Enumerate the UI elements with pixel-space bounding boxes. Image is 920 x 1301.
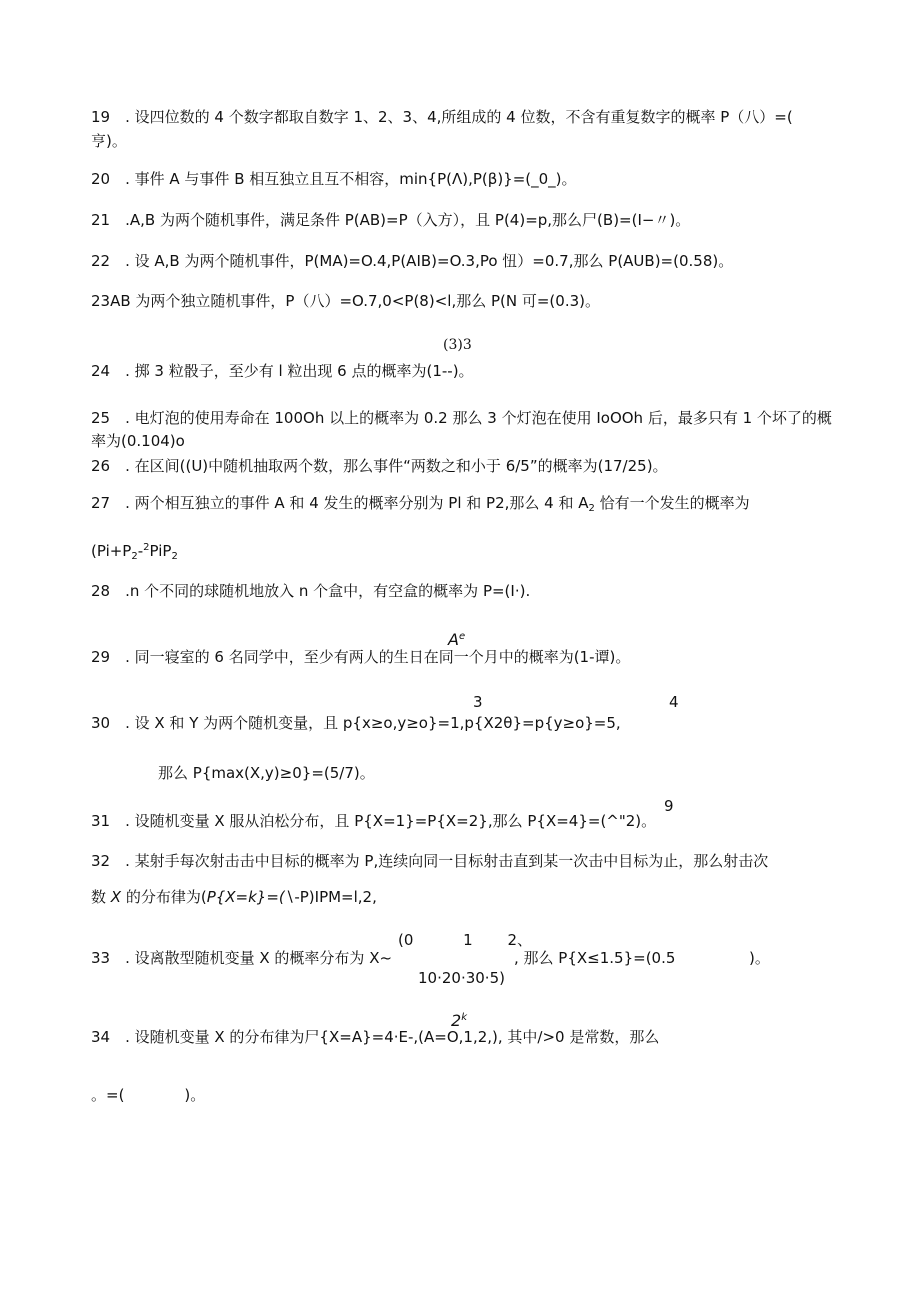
q19-line1: 19 . 设四位数的 4 个数字都取自数字 1、2、3、4,所组成的 4 位数，不含有重复数字的概率 P（八）=(: [91, 108, 793, 126]
q30-above-1: 3: [473, 693, 483, 711]
q32-l2e: ∖-P)IPM=l,2,: [284, 888, 377, 906]
q22: 22 . 设 A,B 为两个随机事件，P(MA)=O.4,P(AIB)=O.3,Po 忸）=0.7,那么 P(AUB)=(0.58)。: [91, 252, 734, 270]
q27-sub: 2: [588, 503, 595, 514]
q27: [91, 493, 750, 519]
q34-above-base: 2: [451, 1011, 462, 1030]
q31: 31 . 设随机变量 X 服从泊松分布，且 P{X=1}=P{X=2},那么 P{X=4}=(^"2)。: [91, 812, 657, 830]
q21: 21 .A,B 为两个随机事件，满足条件 P(AB)=P（入方），且 P(4)=p,那么尸(B)=(I−〃)。: [91, 211, 691, 229]
q33: 33 . 设离散型随机变量 X 的概率分布为 X~: [91, 949, 393, 967]
q23: 23AB 为两个独立随机事件，P（八）=O.7,0<P(8)<l,那么 P(N 可=(0.3)。: [91, 292, 600, 310]
q32-l2d: P{X=k}=(: [206, 888, 285, 906]
q33-mid: , 那么 P{X≤1.5}=(0.5: [514, 949, 676, 967]
q25-line2: 率为(0.104)o: [91, 432, 185, 450]
q25-line1: 25 . 电灯泡的使用寿命在 100Oh 以上的概率为 0.2 那么 3 个灯泡在使用 IoOOh 后，最多只有 1 个坏了的概: [91, 409, 832, 427]
q20: 20 . 事件 A 与事件 B 相互独立且互不相容，min{P(Λ),P(β)}=(_0_)。: [91, 170, 577, 188]
q19-line2: 亨)。: [91, 132, 127, 150]
q27-text: 27 . 两个相互独立的事件 A 和 4 发生的概率分别为 Pl 和 P2,那么 4 和 A: [91, 494, 589, 512]
q33-end: )。: [749, 949, 770, 967]
q24-above: (3)3: [443, 337, 472, 353]
q27-ans-sup: 2: [143, 542, 150, 553]
q31-above: 9: [664, 797, 674, 815]
q33-matrix-bottom: 10·20·30·5): [418, 969, 505, 987]
q27-ans-sub2: 2: [171, 551, 178, 562]
q24: 24 . 掷 3 粒骰子，至少有 l 粒出现 6 点的概率为(1--)。: [91, 362, 474, 380]
q32-l2a: 数: [91, 888, 111, 906]
q32-line1: 32 . 某射手每次射击击中目标的概率为 P,连续向同一目标射击直到某一次击中目标为止，那么射击次: [91, 852, 769, 870]
q29-above-base: A: [448, 630, 459, 649]
q27-ans-c: PiP: [149, 542, 172, 560]
q34-line2: 。=( )。: [91, 1086, 206, 1104]
q27-text2: 恰有一个发生的概率为: [594, 494, 750, 512]
q26: 26 . 在区间((U)中随机抽取两个数，那么事件“两数之和小于 6/5”的概率为(17/25)。: [91, 457, 668, 475]
q27-ans-sub1: 2: [131, 551, 138, 562]
q32-line2: [91, 887, 377, 907]
q33-matrix-top: (0 1 2、: [398, 931, 533, 949]
q30: 30 . 设 X 和 Y 为两个随机变量，且 p{x≥o,y≥o}=1,p{X2θ}=p{y≥o}=5,: [91, 714, 621, 732]
q34: 34 . 设随机变量 X 的分布律为尸{X=A}=4·E-,(A=O,1,2,), 其中∕>0 是常数，那么: [91, 1028, 660, 1046]
q30-line2: 那么 P{max(X,y)≥0}=(5/7)。: [158, 764, 375, 782]
q29-above-sup: e: [458, 631, 466, 642]
q34-above-sup: k: [461, 1012, 467, 1023]
q30-above-2: 4: [669, 693, 679, 711]
q27-ans-b: -: [137, 542, 144, 560]
q28: 28 .n 个不同的球随机地放入 n 个盒中，有空盒的概率为 P=(I·).: [91, 582, 531, 600]
q29: 29 . 同一寝室的 6 名同学中，至少有两人的生日在同一个月中的概率为(1-谭)。: [91, 648, 631, 666]
q32-l2c: 的分布律为(: [121, 888, 207, 906]
q27-ans-a: (Pi+P: [91, 542, 132, 560]
q32-l2b: X: [110, 888, 122, 906]
q27-answer: [91, 538, 178, 567]
